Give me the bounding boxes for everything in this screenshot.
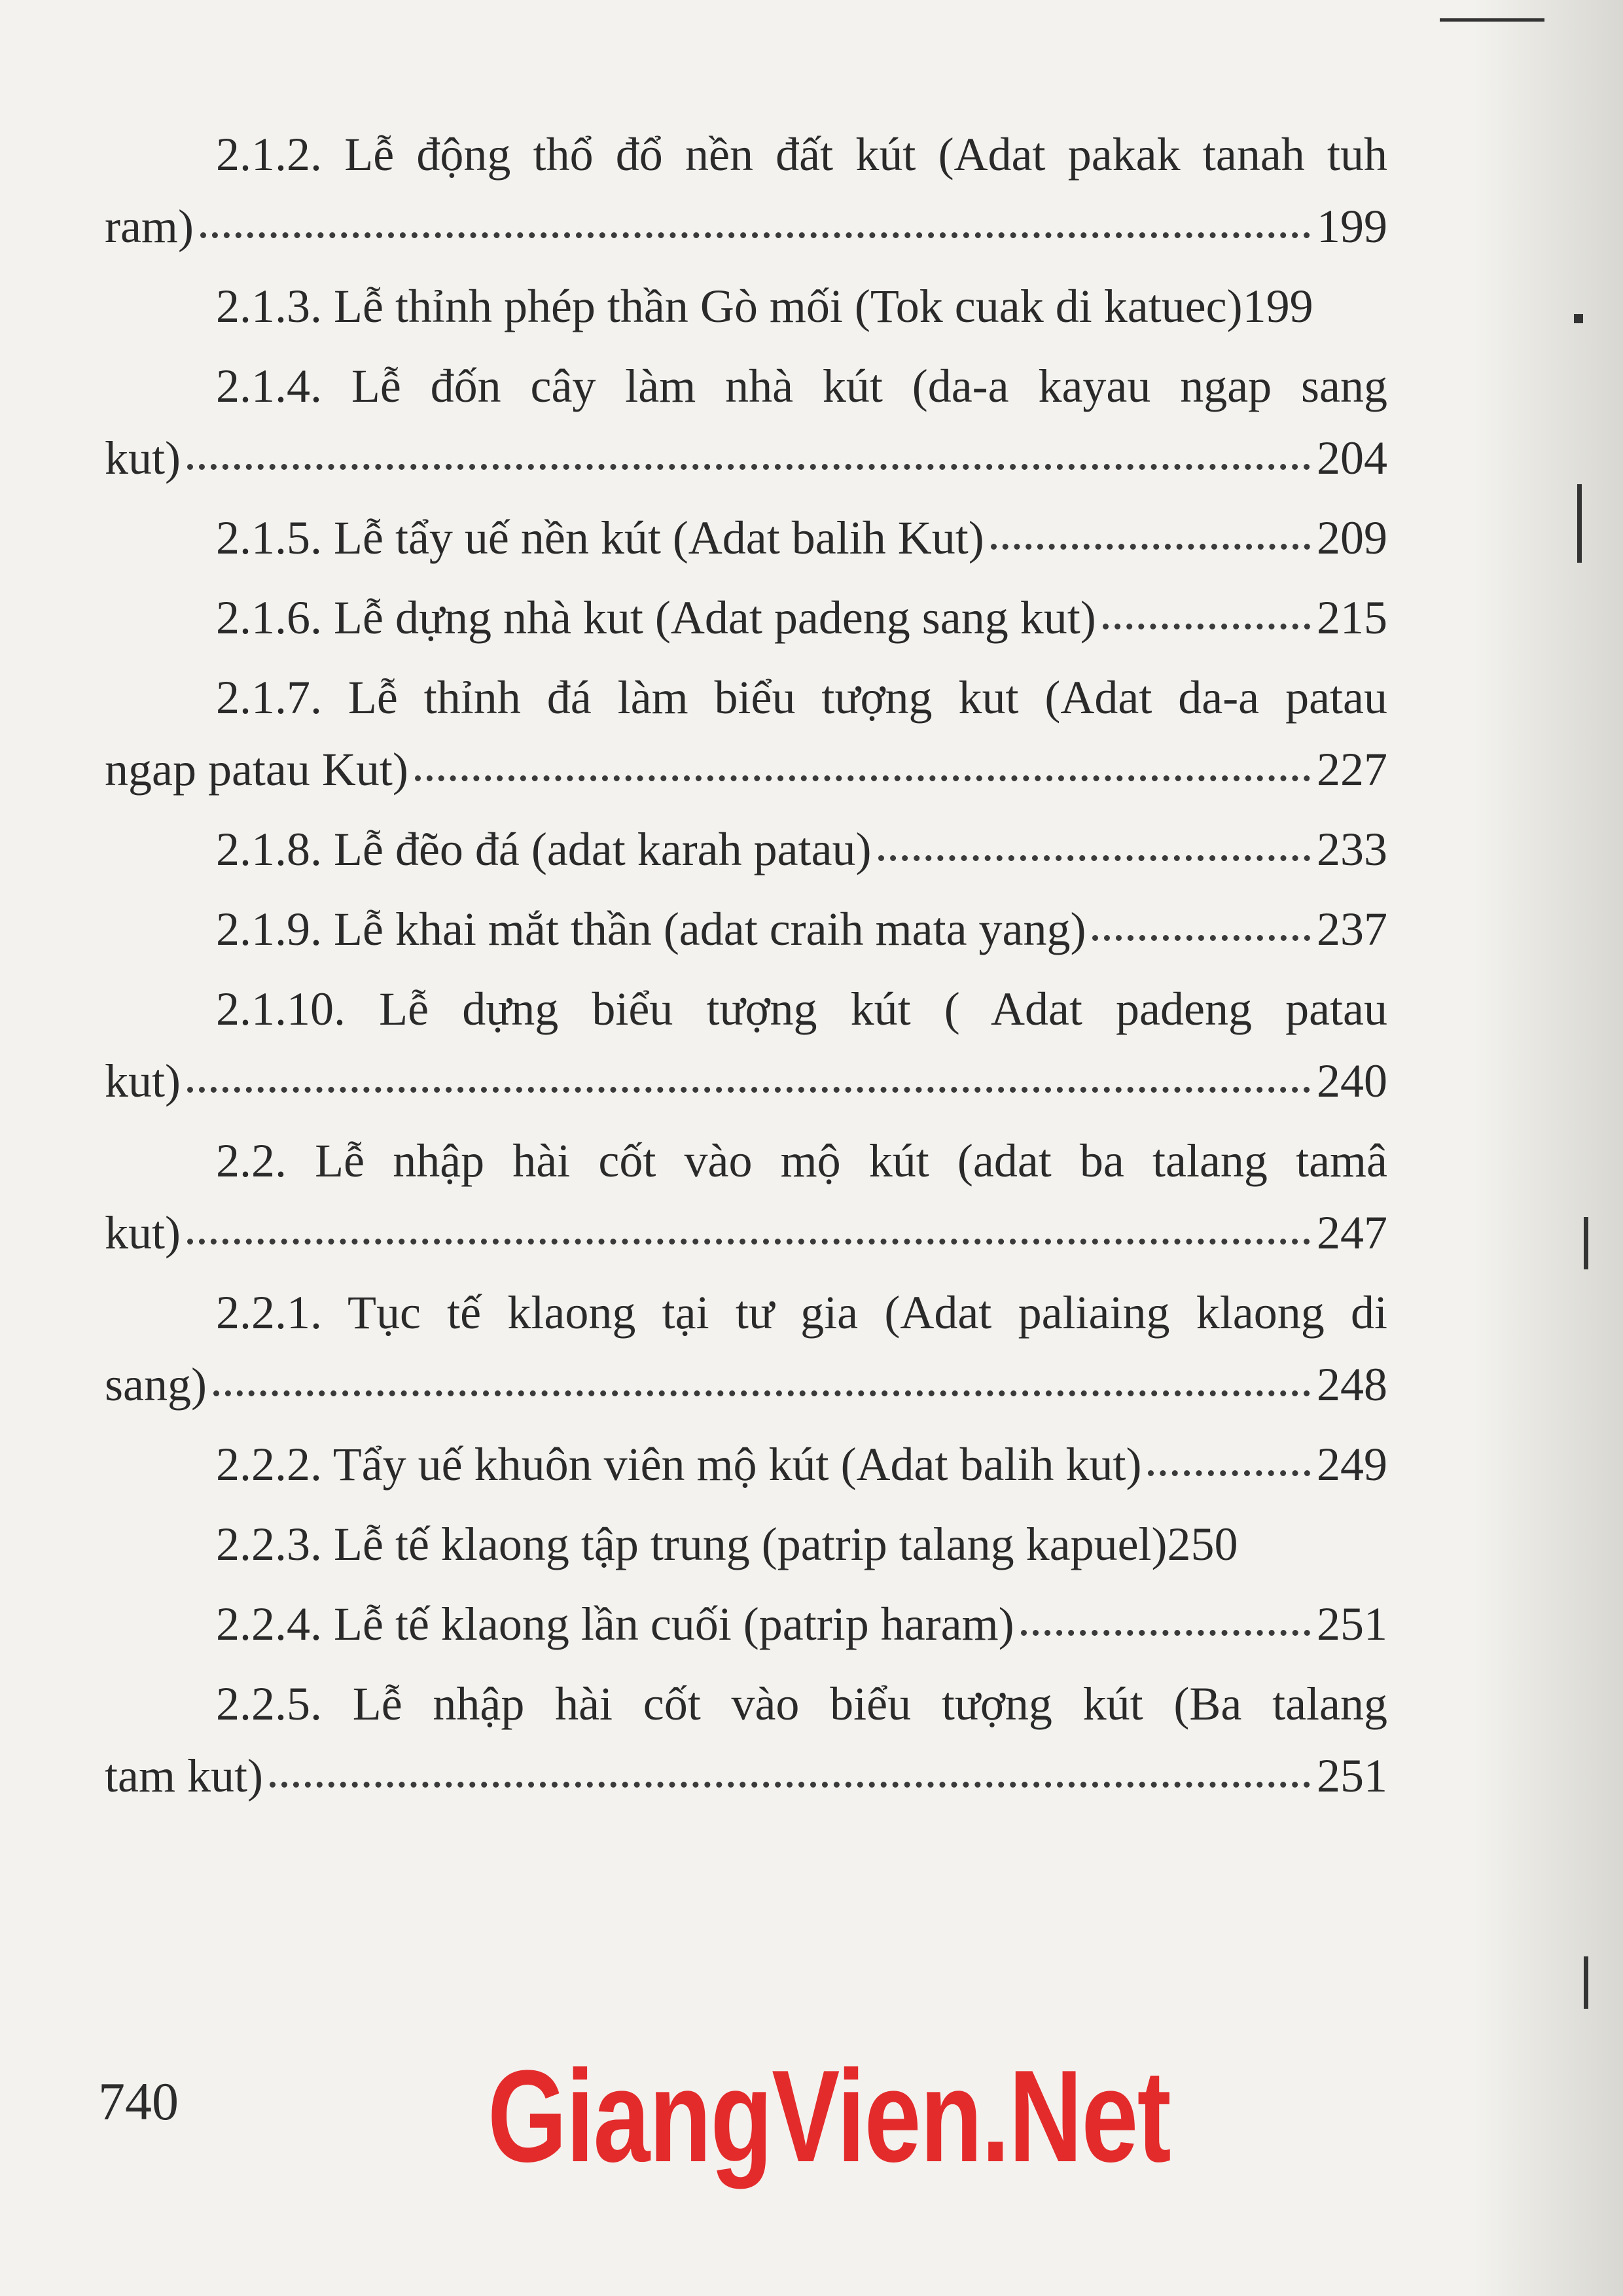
toc-page-number: 199 (1242, 280, 1313, 332)
toc-entry-title: 2.1.8. Lễ đẽo đá (adat karah patau) (216, 823, 872, 875)
toc-page-number: 204 (1317, 432, 1387, 484)
toc-entry-2-2-5[interactable] (105, 1678, 1387, 1802)
toc-entry-title: 2.1.5. Lễ tẩy uế nền kút (Adat balih Kut) (216, 512, 984, 564)
toc-page-number: 251 (1317, 1598, 1387, 1650)
scan-artifact (1440, 18, 1544, 22)
scan-artifact (1584, 1217, 1588, 1269)
watermark-logo: GiangVien.Net (488, 2043, 1171, 2189)
toc-entry-2-1-3[interactable] (105, 280, 1387, 332)
toc-entry-2-1-10[interactable] (105, 983, 1387, 1107)
dot-leader (270, 1782, 1310, 1788)
scan-artifact (1577, 484, 1582, 563)
dot-leader (200, 232, 1310, 238)
toc-entry-title-continued: sang) (105, 1358, 207, 1411)
toc-entry-title-continued: kut) (105, 1055, 181, 1107)
toc-entry-title-continued: kut) (105, 1207, 181, 1259)
toc-page-number: 251 (1317, 1750, 1387, 1802)
toc-entry-title: 2.1.4. Lễ đốn cây làm nhà kút (da-a kayau ngap sang (216, 360, 1387, 412)
toc-entry-title: 2.1.2. Lễ động thổ đổ nền đất kút (Adat pakak tanah tuh (216, 128, 1387, 181)
toc-entry-2-1-6[interactable] (105, 592, 1387, 644)
dot-leader (213, 1390, 1310, 1396)
dot-leader (1148, 1470, 1310, 1476)
toc-entry-title-continued: ngap patau Kut) (105, 743, 408, 796)
toc-page-number: 248 (1317, 1358, 1387, 1411)
toc-page-number: 247 (1317, 1207, 1387, 1259)
toc-page-number: 199 (1317, 200, 1387, 253)
toc-entry-2-1-4[interactable] (105, 362, 1387, 482)
toc-entry-2-2-4[interactable] (105, 1600, 1387, 1648)
toc-entry-title: 2.2.5. Lễ nhập hài cốt vào biểu tượng kút (Ba talang (216, 1678, 1387, 1730)
dot-leader (1021, 1630, 1310, 1636)
page-edge-shadow (1472, 0, 1623, 2296)
toc-entry-title-continued: tam kut) (105, 1750, 263, 1802)
toc-entry-2-2[interactable] (105, 1135, 1387, 1259)
toc-page-number: 215 (1317, 592, 1387, 644)
toc-page-number: 227 (1317, 743, 1387, 796)
toc-entry-title: 2.1.7. Lễ thỉnh đá làm biểu tượng kut (Adat da-a patau (216, 671, 1387, 724)
toc-page-number: 249 (1317, 1438, 1387, 1491)
dot-leader (878, 855, 1310, 861)
toc-entry-2-1-8[interactable] (105, 823, 1387, 875)
toc-entry-title-continued: kut) (105, 432, 181, 484)
toc-page-number: 209 (1317, 512, 1387, 564)
toc-entry-title: 2.2.1. Tục tế klaong tại tư gia (Adat paliaing klaong di (216, 1286, 1387, 1339)
page-number: 740 (98, 2072, 179, 2131)
toc-entry-title: 2.2.3. Lễ tế klaong tập trung (patrip talang kapuel) (216, 1518, 1168, 1570)
toc-entry-title: 2.1.10. Lễ dựng biểu tượng kút ( Adat padeng patau (216, 983, 1387, 1035)
toc-entry-title: 2.1.6. Lễ dựng nhà kut (Adat padeng sang kut) (216, 592, 1096, 644)
dot-leader (1103, 624, 1310, 629)
toc-page-number: 237 (1317, 903, 1387, 955)
toc-entry-2-1-2[interactable] (105, 128, 1387, 253)
toc-entry-title: 2.2.2. Tẩy uế khuôn viên mộ kút (Adat balih kut) (216, 1438, 1142, 1491)
toc-entry-2-2-3[interactable] (105, 1518, 1387, 1570)
dot-leader (991, 544, 1310, 550)
scan-artifact (1584, 1956, 1588, 2009)
toc-entry-title: 2.2. Lễ nhập hài cốt vào mộ kút (adat ba talang tamâ (216, 1135, 1387, 1187)
table-of-contents (105, 128, 1387, 1832)
toc-page-number: 250 (1167, 1518, 1238, 1570)
dot-leader (187, 1239, 1310, 1245)
dot-leader (187, 464, 1310, 470)
toc-entry-2-1-9[interactable] (105, 903, 1387, 955)
toc-entry-2-2-1[interactable] (105, 1286, 1387, 1411)
toc-page-number: 240 (1317, 1055, 1387, 1107)
toc-entry-2-2-2[interactable] (105, 1438, 1387, 1491)
dot-leader (187, 1087, 1310, 1093)
toc-entry-2-1-5[interactable] (105, 512, 1387, 564)
dot-leader (415, 775, 1310, 781)
toc-entry-title-continued: ram) (105, 200, 194, 253)
scan-artifact (1574, 314, 1583, 323)
dot-leader (1092, 935, 1310, 941)
toc-entry-title: 2.2.4. Lễ tế klaong lần cuối (patrip haram) (216, 1598, 1014, 1650)
toc-entry-2-1-7[interactable] (105, 671, 1387, 796)
toc-page-number: 233 (1317, 823, 1387, 875)
toc-entry-title: 2.1.9. Lễ khai mắt thần (adat craih mata yang) (216, 903, 1086, 955)
toc-entry-title: 2.1.3. Lễ thỉnh phép thần Gò mối (Tok cuak di katuec) (216, 280, 1243, 332)
